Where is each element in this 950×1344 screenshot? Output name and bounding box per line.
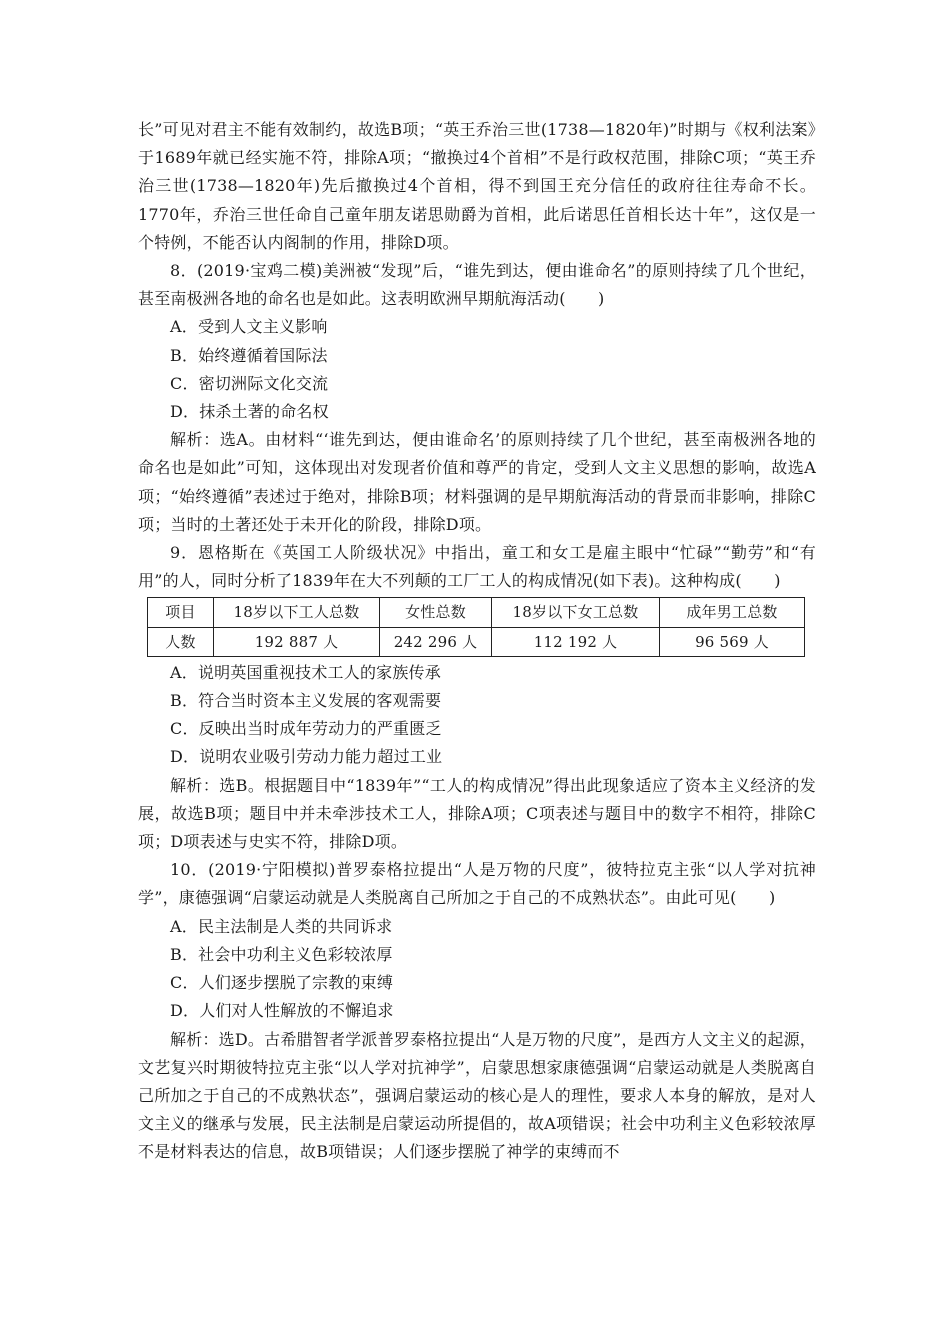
question-8-option-c: C．密切洲际文化交流 (170, 373, 329, 393)
table-header-cell: 18岁以下工人总数 (214, 598, 380, 627)
previous-analysis-continuation: 长”可见对君主不能有效制约，故选B项；“英王乔治三世(1738—1820年)”时期与《权利法案》于1689年就已经实施不符，排除A项；“撤换过4个首相”不是行政权范围，排除C项；“英王乔治三世(1738—1820年)先后撤换过4个首相，得不到国王充分信任的政府往往寿命不长。1770年，乔治三世任命自己童年朋友诺思勋爵为首相，此后诺思任首相长达十年”，这仅是一个特例，不能否认内阁制的作用，排除D项。 (138, 120, 816, 252)
question-8-option-d: D．抹杀土著的命名权 (170, 402, 329, 422)
question-9-analysis: 解析：选B。根据题目中“1839年”“工人的构成情况”得出此现象适应了资本主义经济的发展，故选B项；题目中并未牵涉技术工人，排除A项；C项表述与题目中的数字不相符，排除C项；D项表述与史实不符，排除D项。 (138, 775, 816, 852)
page-content (138, 116, 816, 1167)
table-cell: 96 569 人 (660, 627, 805, 656)
question-8-option-b: B．始终遵循着国际法 (170, 345, 328, 365)
worker-composition-table (147, 597, 805, 656)
table-header-cell: 18岁以下女工总数 (492, 598, 660, 627)
table-header-cell: 成年男工总数 (660, 598, 805, 627)
question-10-analysis: 解析：选D。古希腊智者学派普罗泰格拉提出“人是万物的尺度”，是西方人文主义的起源，文艺复兴时期彼特拉克主张“以人学对抗神学”，启蒙思想家康德强调“启蒙运动就是人类脱离自己所加之于自己的不成熟状态”，强调启蒙运动的核心是人的理性，要求人本身的解放，是对人文主义的继承与发展，民主法制是启蒙运动所提倡的，故A项错误；社会中功利主义色彩较浓厚不是材料表达的信息，故B项错误；人们逐步摆脱了神学的束缚而不 (138, 1029, 816, 1162)
table-cell: 242 296 人 (380, 627, 492, 656)
table-cell: 192 887 人 (214, 627, 380, 656)
question-10-option-d: D．人们对人性解放的不懈追求 (170, 1001, 394, 1021)
table-cell: 人数 (148, 627, 214, 656)
question-8-stem: 8．(2019·宝鸡二模)美洲被“发现”后，“谁先到达，便由谁命名”的原则持续了几个世纪，甚至南极洲各地的命名也是如此。这表明欧洲早期航海活动( ) (138, 261, 816, 309)
question-10-option-b: B．社会中功利主义色彩较浓厚 (170, 944, 393, 964)
table-cell: 112 192 人 (492, 627, 660, 656)
question-9 (138, 539, 816, 856)
question-9-option-d: D．说明农业吸引劳动力能力超过工业 (170, 747, 443, 767)
question-10-option-a: A．民主法制是人类的共同诉求 (170, 916, 393, 936)
question-9-option-a: A．说明英国重视技术工人的家族传承 (170, 662, 441, 682)
question-10-option-c: C．人们逐步摆脱了宗教的束缚 (170, 973, 394, 993)
table-header-cell: 女性总数 (380, 598, 492, 627)
table-row (148, 627, 805, 656)
table-header-cell: 项目 (148, 598, 214, 627)
question-8-analysis: 解析：选A。由材料“‘谁先到达，便由谁命名’的原则持续了几个世纪，甚至南极洲各地的命名也是如此”可知，这体现出对发现者价值和尊严的肯定，受到人文主义思想的影响，故选A项；“始终遵循”表述过于绝对，排除B项；材料强调的是早期航海活动的背景而非影响，排除C项；当时的土著还处于未开化的阶段，排除D项。 (138, 430, 816, 534)
question-9-stem: 9．恩格斯在《英国工人阶级状况》中指出，童工和女工是雇主眼中“忙碌”“勤劳”和“有用”的人，同时分析了1839年在大不列颠的工厂工人的构成情况(如下表)。这种构成( ) (138, 543, 816, 591)
question-8 (138, 257, 816, 539)
question-10 (138, 856, 816, 1166)
question-10-stem: 10．(2019·宁阳模拟)普罗泰格拉提出“人是万物的尺度”，彼特拉克主张“以人学对抗神学”，康德强调“启蒙运动就是人类脱离自己所加之于自己的不成熟状态”。由此可见( ) (138, 860, 816, 908)
question-9-option-c: C．反映出当时成年劳动力的严重匮乏 (170, 719, 442, 739)
question-8-option-a: A．受到人文主义影响 (170, 317, 328, 337)
question-9-option-b: B．符合当时资本主义发展的客观需要 (170, 691, 442, 711)
table-header-row (148, 598, 805, 627)
